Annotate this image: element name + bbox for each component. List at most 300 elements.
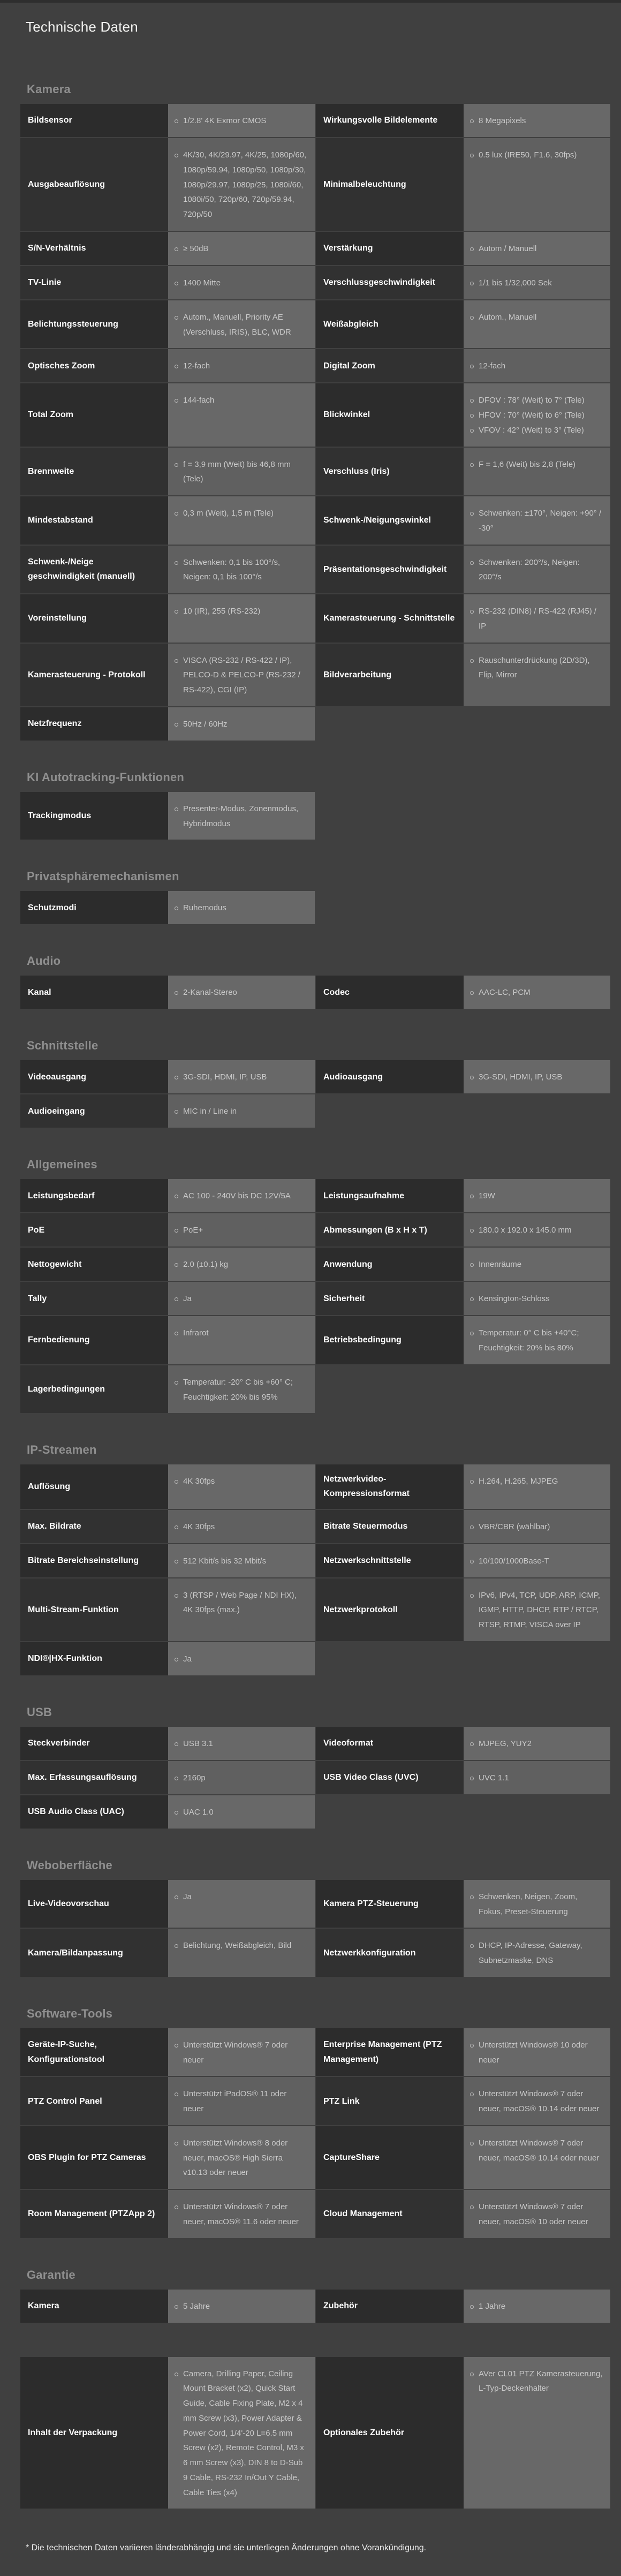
spec-label: Netzwerkvideo-Kompressionsformat <box>316 1464 464 1508</box>
bullet-icon <box>470 659 474 663</box>
spec-row <box>20 2290 610 2323</box>
spec-value <box>464 1316 610 1364</box>
bullet-icon <box>175 2142 178 2146</box>
spec-value <box>168 1795 315 1829</box>
spec-label: Codec <box>316 976 464 1009</box>
spec-row <box>20 300 610 349</box>
spec-value-text: 1/2.8' 4K Exmor CMOS <box>183 116 267 125</box>
spec-value <box>168 2357 315 2509</box>
bullet-icon <box>470 119 474 123</box>
spec-label: Verschluss (Iris) <box>316 448 464 496</box>
spec-value-item <box>175 457 307 487</box>
spec-value <box>168 1880 315 1928</box>
spec-pair-right <box>316 1642 610 1675</box>
spec-value-item <box>175 1326 307 1341</box>
spec-value-text: HFOV : 70° (Weit) to 6° (Tele) <box>479 411 585 420</box>
spec-label: Geräte-IP-Suche, Konfigurationstool <box>20 2028 168 2076</box>
spec-value-text: Autom / Manuell <box>479 244 537 253</box>
spec-row <box>20 1727 610 1760</box>
bullet-icon <box>175 1895 178 1899</box>
spec-pair-right <box>316 1316 610 1364</box>
spec-section <box>20 1705 610 1829</box>
spec-label: Ausgabeauflösung <box>20 138 168 231</box>
spec-row <box>20 1880 610 1928</box>
spec-pair-left <box>20 1578 315 1641</box>
bullet-icon <box>470 1560 474 1563</box>
spec-label: Auflösung <box>20 1464 168 1508</box>
spec-pair-left <box>20 1544 315 1577</box>
spec-value-text: AC 100 - 240V bis DC 12V/5A <box>183 1191 291 1201</box>
spec-pair-right <box>316 1795 610 1829</box>
spec-label: Audioeingang <box>20 1094 168 1128</box>
spec-pair-left <box>20 138 315 231</box>
spec-section <box>20 1158 610 1413</box>
spec-pair-left <box>20 266 315 299</box>
spec-value-text: VISCA (RS-232 / RS-422 / IP), PELCO-D & PELCO-P (RS-232 / RS-422), CGI (IP) <box>183 655 300 694</box>
spec-pair-left <box>20 383 315 446</box>
spec-value-item <box>175 393 307 408</box>
spec-pair-left <box>20 1880 315 1928</box>
spec-table <box>20 976 610 1009</box>
spec-value <box>464 266 610 299</box>
spec-value <box>168 2126 315 2189</box>
spec-table <box>20 792 610 840</box>
spec-pair-left <box>20 1282 315 1315</box>
bullet-icon <box>175 1560 178 1563</box>
spec-value-item <box>175 1189 307 1204</box>
spec-label: Cloud Management <box>316 2190 464 2238</box>
spec-row <box>20 1761 610 1794</box>
spec-value-item <box>175 1375 307 1405</box>
spec-pair-left <box>20 104 315 137</box>
spec-value-text: 3 (RTSP / Web Page / NDI HX), 4K 30fps (max.) <box>183 1590 297 1615</box>
bullet-icon <box>175 1110 178 1114</box>
bullet-icon <box>470 1332 474 1335</box>
spec-value <box>168 1060 315 1093</box>
spec-row <box>20 594 610 643</box>
spec-label: Max. Bildrate <box>20 1510 168 1543</box>
spec-value <box>168 1213 315 1247</box>
spec-value-text: 4K 30fps <box>183 1477 215 1486</box>
spec-value-item <box>175 148 307 222</box>
spec-pair-left <box>20 300 315 349</box>
bullet-icon <box>175 1944 178 1948</box>
spec-value-item <box>470 985 603 1000</box>
spec-pair-left <box>20 546 315 594</box>
spec-value-text: Autom., Manuell <box>479 312 537 322</box>
section-title: Kamera <box>27 82 71 96</box>
spec-value <box>168 546 315 594</box>
bullet-icon <box>470 316 474 320</box>
spec-section <box>20 770 610 840</box>
spec-value <box>168 104 315 137</box>
spec-value <box>464 1510 610 1543</box>
spec-value-item <box>470 1520 603 1535</box>
spec-value <box>168 2077 315 2125</box>
spec-pair-right <box>316 792 610 840</box>
spec-value-item <box>470 653 603 683</box>
spec-value <box>168 1727 315 1760</box>
spec-value-item <box>470 2038 603 2068</box>
spec-value-text: 180.0 x 192.0 x 145.0 mm <box>479 1226 572 1235</box>
spec-value <box>168 644 315 706</box>
spec-row <box>20 1282 610 1315</box>
spec-row <box>20 2190 610 2238</box>
bullet-icon <box>470 1944 474 1948</box>
bullet-icon <box>175 807 178 811</box>
spec-pair-right <box>316 644 610 706</box>
page-title: Technische Daten <box>26 19 138 35</box>
spec-row <box>20 1464 610 1508</box>
bullet-icon <box>470 1594 474 1598</box>
spec-value-item <box>470 2200 603 2230</box>
spec-value-text: RS-232 (DIN8) / RS-422 (RJ45) / IP <box>479 607 597 631</box>
spec-pair-left <box>20 1464 315 1508</box>
spec-value <box>464 2290 610 2323</box>
bullet-icon <box>175 1594 178 1598</box>
spec-row <box>20 546 610 594</box>
bullet-icon <box>175 2205 178 2209</box>
spec-value <box>168 1248 315 1281</box>
spec-pair-left <box>20 1642 315 1675</box>
spec-label: Videoformat <box>316 1727 464 1760</box>
spec-label: PTZ Control Panel <box>20 2077 168 2125</box>
spec-row <box>20 2126 610 2189</box>
spec-value-text: Unterstützt Windows® 7 oder neuer, macOS® 11.6 oder neuer <box>183 2202 299 2226</box>
spec-value-text: Belichtung, Weißabgleich, Bild <box>183 1941 292 1951</box>
spec-value <box>168 1365 315 1414</box>
spec-value-text: 50Hz / 60Hz <box>183 719 228 729</box>
spec-label: Minimalbeleuchtung <box>316 138 464 231</box>
bullet-icon <box>470 2205 474 2209</box>
spec-value-item <box>175 1223 307 1238</box>
bullet-icon <box>470 365 474 368</box>
spec-value-item <box>470 393 603 408</box>
section-title: Software-Tools <box>27 2006 113 2020</box>
bullet-icon <box>175 1742 178 1746</box>
spec-value-text: PoE+ <box>183 1226 203 1235</box>
spec-pair-right <box>316 266 610 299</box>
spec-value-item <box>470 310 603 325</box>
spec-value <box>464 138 610 231</box>
spec-pair-right <box>316 2290 610 2323</box>
spec-pair-left <box>20 1365 315 1414</box>
spec-value-text: UAC 1.0 <box>183 1807 214 1817</box>
spec-value-text: 1 Jahre <box>479 2301 506 2311</box>
spec-value <box>168 707 315 741</box>
bullet-icon <box>175 119 178 123</box>
spec-value-text: 8 Megapixels <box>479 116 526 125</box>
spec-value-item <box>175 506 307 521</box>
spec-label: Multi-Stream-Funktion <box>20 1578 168 1641</box>
spec-row <box>20 644 610 706</box>
spec-table <box>20 1880 610 1977</box>
spec-label: Belichtungssteuerung <box>20 300 168 349</box>
bullet-icon <box>175 1777 178 1780</box>
spec-value <box>464 1282 610 1315</box>
spec-row <box>20 1060 610 1093</box>
spec-pair-right <box>316 707 610 741</box>
spec-pair-right <box>316 1060 610 1093</box>
spec-pair-left <box>20 349 315 382</box>
spec-label: Optisches Zoom <box>20 349 168 382</box>
spec-pair-left <box>20 792 315 840</box>
spec-value <box>168 232 315 265</box>
spec-value-item <box>175 2200 307 2230</box>
spec-row <box>20 1316 610 1364</box>
spec-value-item <box>470 1890 603 1920</box>
spec-table <box>20 1464 610 1675</box>
spec-value-text: 1/1 bis 1/32,000 Sek <box>479 278 552 288</box>
section-title: USB <box>27 1705 52 1719</box>
spec-value-item <box>470 506 603 536</box>
bullet-icon <box>175 365 178 368</box>
spec-value-item <box>175 1291 307 1306</box>
spec-value-item <box>470 241 603 256</box>
bullet-icon <box>470 561 474 565</box>
spec-value-item <box>470 359 603 374</box>
spec-value-item <box>470 1474 603 1489</box>
bullet-icon <box>175 463 178 467</box>
bullet-icon <box>470 247 474 251</box>
spec-label: Bildsensor <box>20 104 168 137</box>
spec-value-item <box>175 802 307 832</box>
bullet-icon <box>470 282 474 285</box>
spec-pair-right <box>316 594 610 643</box>
spec-value <box>464 1578 610 1641</box>
bullet-icon <box>470 1777 474 1780</box>
bullet-icon <box>470 1525 474 1529</box>
spec-value-item <box>175 2087 307 2117</box>
spec-label: Bildverarbeitung <box>316 644 464 706</box>
spec-value-item <box>470 1771 603 1786</box>
spec-value-item <box>470 2136 603 2166</box>
spec-pair-left <box>20 1316 315 1364</box>
spec-pair-left <box>20 232 315 265</box>
spec-label: Netzwerkschnittstelle <box>316 1544 464 1577</box>
spec-pair-left <box>20 1510 315 1543</box>
spec-row <box>20 707 610 741</box>
spec-label: Netzwerkkonfiguration <box>316 1929 464 1977</box>
spec-pair-left <box>20 2290 315 2323</box>
spec-value-item <box>470 1588 603 1633</box>
spec-value <box>464 448 610 496</box>
spec-value-item <box>175 276 307 291</box>
bullet-icon <box>470 1076 474 1079</box>
bullet-icon <box>470 154 474 157</box>
spec-row <box>20 2077 610 2125</box>
spec-label: Schutzmodi <box>20 891 168 924</box>
spec-value <box>168 383 315 446</box>
spec-pair-right <box>316 1094 610 1128</box>
spec-row <box>20 1642 610 1675</box>
spec-row <box>20 1578 610 1641</box>
spec-value <box>168 1282 315 1315</box>
spec-value-text: Schwenken: 0,1 bis 100°/s, Neigen: 0,1 bis 100°/s <box>183 557 281 582</box>
spec-value-text: Unterstützt Windows® 7 oder neuer, macOS® 10.14 oder neuer <box>479 2138 600 2163</box>
spec-row <box>20 1795 610 1829</box>
top-strip <box>0 0 621 3</box>
section-title: Privatsphäremechanismen <box>27 870 179 883</box>
spec-value <box>168 1464 315 1508</box>
spec-value-text: Unterstützt Windows® 7 oder neuer, macOS® 10 oder neuer <box>479 2202 588 2226</box>
spec-row <box>20 1929 610 1977</box>
spec-value <box>168 1761 315 1794</box>
spec-row <box>20 104 610 137</box>
spec-value-text: 2.0 (±0.1) kg <box>183 1260 229 1270</box>
spec-pair-right <box>316 1213 610 1247</box>
spec-label: Mindestabstand <box>20 496 168 545</box>
spec-value <box>464 349 610 382</box>
spec-pair-left <box>20 1761 315 1794</box>
spec-value-item <box>470 1070 603 1085</box>
spec-table <box>20 2357 610 2509</box>
spec-label: CaptureShare <box>316 2126 464 2189</box>
spec-pair-left <box>20 1179 315 1212</box>
spec-value-item <box>470 1554 603 1569</box>
spec-pair-right <box>316 2028 610 2076</box>
bullet-icon <box>470 1480 474 1484</box>
spec-pair-right <box>316 1929 610 1977</box>
spec-label: Kamerasteuerung - Schnittstelle <box>316 594 464 643</box>
spec-label: Tally <box>20 1282 168 1315</box>
spec-value <box>464 232 610 265</box>
spec-value <box>464 1929 610 1977</box>
content <box>0 19 621 2576</box>
bullet-icon <box>175 2044 178 2048</box>
spec-value-text: Ruhemodus <box>183 903 226 913</box>
spec-value-text: Autom., Manuell, Priority AE (Verschluss, IRIS), BLC, WDR <box>183 312 291 337</box>
spec-value <box>168 349 315 382</box>
footnote: * Die technischen Daten variieren länderabhängig und sie unterliegen Änderungen ohne Vorankündigung. <box>26 2543 427 2553</box>
spec-value-text: Temperatur: 0° C bis +40°C; Feuchtigkeit: 20% bis 80% <box>479 1328 579 1353</box>
spec-value <box>168 1544 315 1577</box>
spec-value-item <box>175 2367 307 2501</box>
spec-section <box>20 2268 610 2323</box>
spec-pair-right <box>316 1248 610 1281</box>
spec-value-text: 12-fach <box>183 361 210 371</box>
spec-pair-right <box>316 546 610 594</box>
spec-value-text: AAC-LC, PCM <box>479 988 531 998</box>
spec-value-item <box>175 1257 307 1272</box>
spec-pair-right <box>316 2077 610 2125</box>
spec-value <box>168 138 315 231</box>
spec-value-item <box>470 1938 603 1968</box>
bullet-icon <box>175 2305 178 2309</box>
spec-label: Netzwerkprotokoll <box>316 1578 464 1641</box>
bullet-icon <box>470 463 474 467</box>
spec-value-item <box>175 1104 307 1119</box>
spec-label: Steckverbinder <box>20 1727 168 1760</box>
spec-value <box>464 2077 610 2125</box>
spec-value-text: H.264, H.265, MJPEG <box>479 1477 558 1486</box>
spec-pair-right <box>316 1544 610 1577</box>
sections <box>20 82 610 2509</box>
spec-pair-left <box>20 707 315 741</box>
spec-value <box>168 448 315 496</box>
spec-pair-left <box>20 496 315 545</box>
bullet-icon <box>470 1297 474 1301</box>
spec-value-text: Schwenken, Neigen, Zoom, Fokus, Preset-Steuerung <box>479 1892 578 1916</box>
spec-label: S/N-Verhältnis <box>20 232 168 265</box>
spec-value-item <box>470 2367 603 2397</box>
bullet-icon <box>175 991 178 995</box>
section-title: Weboberfläche <box>27 1858 112 1872</box>
bullet-icon <box>470 429 474 433</box>
spec-value <box>168 891 315 924</box>
spec-value-item <box>470 276 603 291</box>
spec-value-item <box>175 717 307 732</box>
spec-value <box>464 1464 610 1508</box>
spec-value-text: 144-fach <box>183 396 215 405</box>
spec-value-text: 19W <box>479 1191 495 1201</box>
spec-pair-left <box>20 2357 315 2509</box>
spec-pair-left <box>20 1213 315 1247</box>
spec-pair-right <box>316 448 610 496</box>
spec-pair-right <box>316 1282 610 1315</box>
spec-pair-right <box>316 891 610 924</box>
spec-row <box>20 1179 610 1212</box>
spec-value-item <box>175 310 307 340</box>
spec-value-item <box>470 604 603 634</box>
spec-value-text: Presenter-Modus, Zonenmodus, Hybridmodus <box>183 804 299 828</box>
spec-table <box>20 2290 610 2323</box>
spec-section <box>20 870 610 924</box>
bullet-icon <box>470 1263 474 1267</box>
spec-pair-right <box>316 2126 610 2189</box>
spec-pair-left <box>20 644 315 706</box>
spec-value-text: DHCP, IP-Adresse, Gateway, Subnetzmaske, DNS <box>479 1941 582 1966</box>
spec-value-item <box>470 1291 603 1306</box>
spec-value <box>168 792 315 840</box>
spec-value-text: 2-Kanal-Stereo <box>183 988 237 998</box>
spec-label: Total Zoom <box>20 383 168 446</box>
spec-section <box>20 2007 610 2238</box>
spec-value <box>464 976 610 1009</box>
spec-label: Bitrate Bereichseinstellung <box>20 1544 168 1577</box>
spec-value-item <box>470 114 603 129</box>
spec-label: PTZ Link <box>316 2077 464 2125</box>
spec-label: Schwenk-/Neigungswinkel <box>316 496 464 545</box>
spec-value <box>168 2190 315 2238</box>
spec-value-text: IPv6, IPv4, TCP, UDP, ARP, ICMP, IGMP, HTTP, DHCP, RTP / RTCP, RTSP, RTMP, VISCA over IP <box>479 1590 601 1630</box>
spec-value-text: F = 1,6 (Weit) bis 2,8 (Tele) <box>479 459 576 469</box>
spec-pair-right <box>316 349 610 382</box>
spec-pair-right <box>316 1510 610 1543</box>
spec-pair-right <box>316 2190 610 2238</box>
bullet-icon <box>175 906 178 910</box>
spec-row <box>20 349 610 382</box>
spec-value-item <box>175 1890 307 1905</box>
spec-label: Audioausgang <box>316 1060 464 1093</box>
spec-pair-left <box>20 1929 315 1977</box>
spec-value-text: Unterstützt Windows® 7 oder neuer <box>183 2040 288 2065</box>
spec-value <box>464 104 610 137</box>
spec-value-text: Unterstützt Windows® 8 oder neuer, macOS® High Sierra v10.13 oder neuer <box>183 2138 288 2178</box>
spec-section <box>20 954 610 1009</box>
spec-pair-right <box>316 232 610 265</box>
spec-label: Schwenk-/Neige geschwindigkeit (manuell) <box>20 546 168 594</box>
spec-row <box>20 792 610 840</box>
bullet-icon <box>175 1195 178 1198</box>
spec-value <box>464 1248 610 1281</box>
spec-value-item <box>175 1520 307 1535</box>
spec-pair-right <box>316 300 610 349</box>
spec-label: Trackingmodus <box>20 792 168 840</box>
spec-value <box>464 644 610 706</box>
spec-value-text: Camera, Drilling Paper, Ceiling Mount Bracket (x2), Quick Start Guide, Cable Fixing Plate, M2 x 4 mm Screw (x3), Power Adapter & Power Cord, 1/4'-20 L=6.5 mm Screw (x2), Remote Control, M3 x 6 mm Screw (x3), DIN 8 to D-Sub 9 Cable, RS-232 In/Out Y Cable, Cable Ties (x4) <box>183 2369 304 2497</box>
spec-value-item <box>175 114 307 129</box>
